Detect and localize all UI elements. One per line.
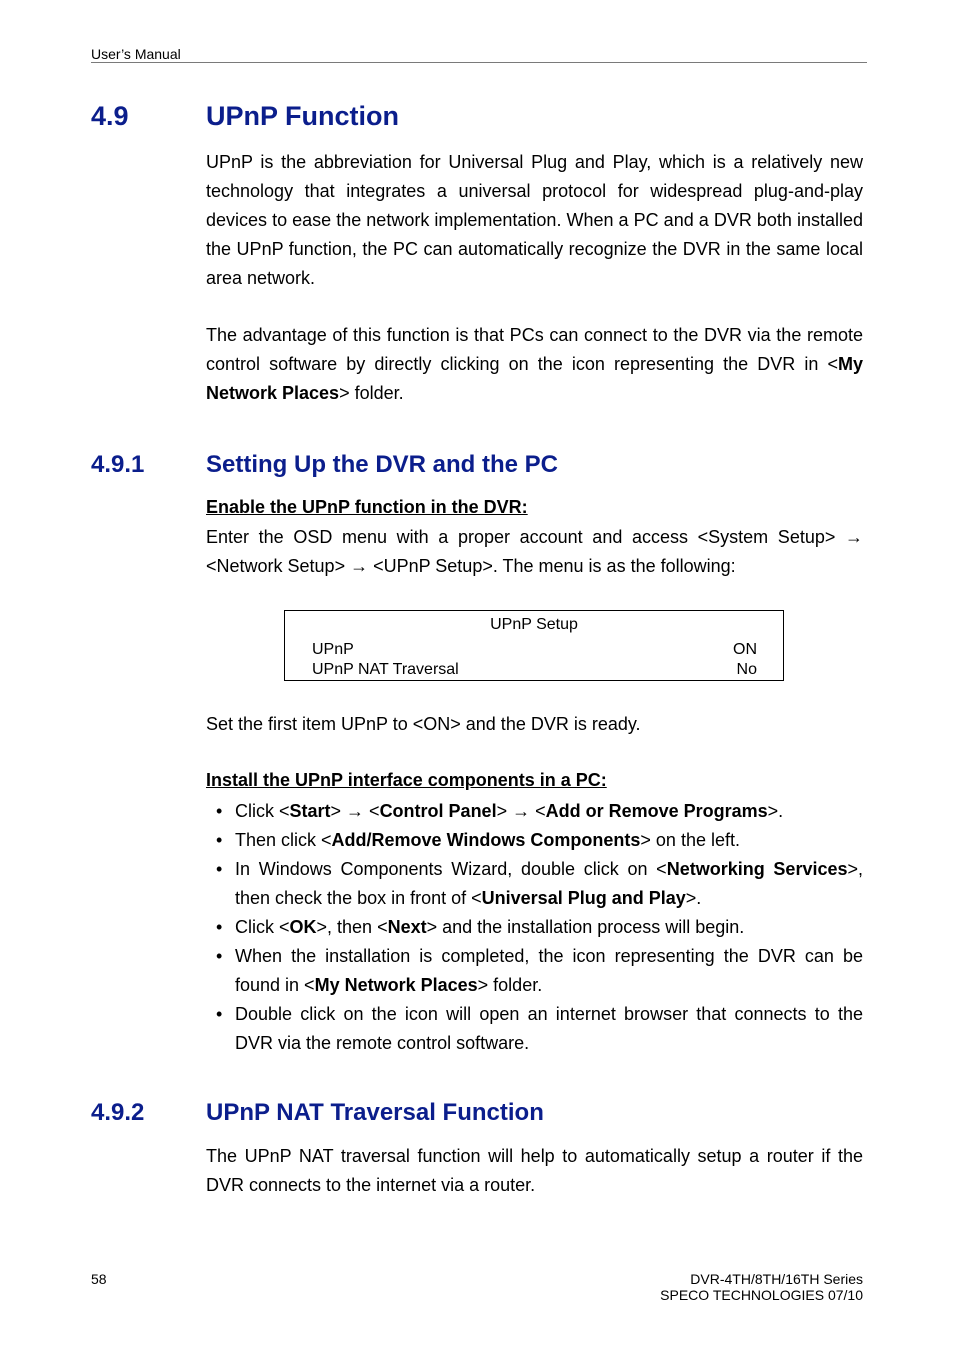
install-step-text: OK (289, 917, 317, 937)
advantage-text (206, 321, 863, 408)
install-step-text: Networking Services (666, 859, 848, 879)
install-step-text: Click < (235, 801, 290, 821)
nat-text: The UPnP NAT traversal function will help to automatically setup a router if the DVR connects to the internet via a router. (206, 1146, 863, 1195)
install-step-text: > → < (330, 801, 380, 821)
subsection-number: 4.9.2 (91, 1099, 145, 1126)
install-step-text: > folder. (477, 975, 543, 995)
install-components-heading: Install the UPnP interface components in a PC: (206, 770, 607, 790)
subsection-heading-nat (0, 1099, 954, 1131)
menu-row-nat-traversal (312, 661, 757, 679)
footer-company: SPECO TECHNOLOGIES 07/10 (660, 1287, 863, 1303)
install-step-text: >, then check the box in front of < (235, 859, 864, 908)
header-rule (91, 62, 867, 63)
install-step-text: >, then < (316, 917, 388, 937)
install-step-text: >. (685, 888, 702, 908)
menu-row-value: No (736, 661, 757, 678)
install-step-item (206, 826, 863, 855)
subsection-title: Setting Up the DVR and the PC (206, 451, 559, 478)
install-step-text: Add/Remove Windows Components (331, 830, 641, 850)
menu-row-label: UPnP (312, 641, 354, 658)
bullet-dot: • (216, 1004, 223, 1024)
bullet-dot: • (216, 801, 223, 821)
page-number: 58 (91, 1271, 107, 1287)
bullet-dot: • (216, 946, 223, 966)
install-step-text: In Windows Components Wizard, double click on < (235, 859, 667, 879)
install-steps-list (206, 797, 863, 1058)
advantage-text-bold: My Network Places (206, 354, 863, 403)
install-step-text: Next (387, 917, 427, 937)
section-advantage-paragraph (206, 321, 863, 408)
install-step-text: My Network Places (314, 975, 478, 995)
upnp-setup-menu (284, 610, 784, 681)
install-step-text: Double click on the icon will open an internet browser that connects to the DVR via the remote control software. (235, 1004, 863, 1053)
install-step-text: Click < (235, 917, 290, 937)
subsection-heading-setup (0, 451, 954, 483)
bullet-dot: • (216, 830, 223, 850)
subsection-title: UPnP NAT Traversal Function (206, 1099, 544, 1126)
install-step-text: Add or Remove Programs (545, 801, 768, 821)
install-step-item (206, 1000, 863, 1058)
menu-row-value: ON (733, 641, 757, 658)
install-step-text: > → < (496, 801, 546, 821)
bullet-dot: • (216, 859, 223, 879)
after-menu-paragraph (206, 710, 863, 739)
install-step-item (206, 913, 863, 942)
install-step-text: > and the installation process will begin. (426, 917, 745, 937)
install-step-text: Start (289, 801, 331, 821)
install-step-text: Control Panel (379, 801, 497, 821)
after-menu-text: Set the first item UPnP to <ON> and the DVR is ready. (206, 714, 641, 734)
advantage-text-start: The advantage of this function is that PCs can connect to the DVR via the remote control software by directly clicking on the icon representing the DVR in < (206, 325, 863, 374)
section-heading (0, 101, 954, 137)
nat-paragraph (206, 1142, 863, 1200)
running-header: User’s Manual (91, 46, 181, 62)
install-step-text: Universal Plug and Play (481, 888, 686, 908)
install-step-item (206, 797, 863, 826)
intro-text: UPnP is the abbreviation for Universal Plug and Play, which is a relatively new technology that integrates a universal protocol for widespread plug-and-play devices to ease the network implementation. When a PC and a DVR both installed the UPnP function, the PC can automatically recognize the DVR in the same local area network. (206, 152, 863, 288)
install-step-text: When the installation is completed, the icon representing the DVR can be found in < (235, 946, 863, 995)
menu-row-upnp (312, 641, 757, 659)
subsection-number: 4.9.1 (91, 451, 145, 478)
install-step-item (206, 855, 863, 913)
section-title: UPnP Function (206, 101, 399, 131)
install-step-text: >. (767, 801, 784, 821)
menu-row-label: UPnP NAT Traversal (312, 661, 459, 678)
install-step-text: > on the left. (640, 830, 740, 850)
bullet-dot: • (216, 917, 223, 937)
install-step-item (206, 942, 863, 1000)
enable-upnp-heading: Enable the UPnP function in the DVR: (206, 497, 528, 517)
footer-series: DVR-4TH/8TH/16TH Series (690, 1271, 863, 1287)
advantage-text-end: > folder. (339, 383, 404, 403)
enable-upnp-paragraph (206, 523, 863, 581)
section-number: 4.9 (91, 101, 129, 131)
menu-title: UPnP Setup (490, 616, 578, 633)
section-intro-paragraph (206, 148, 863, 293)
enable-upnp-text: Enter the OSD menu with a proper account and access <System Setup> → <Network Setup> → <UPnP Setup>. The menu is as the following: (206, 527, 863, 576)
install-step-text: Then click < (235, 830, 332, 850)
